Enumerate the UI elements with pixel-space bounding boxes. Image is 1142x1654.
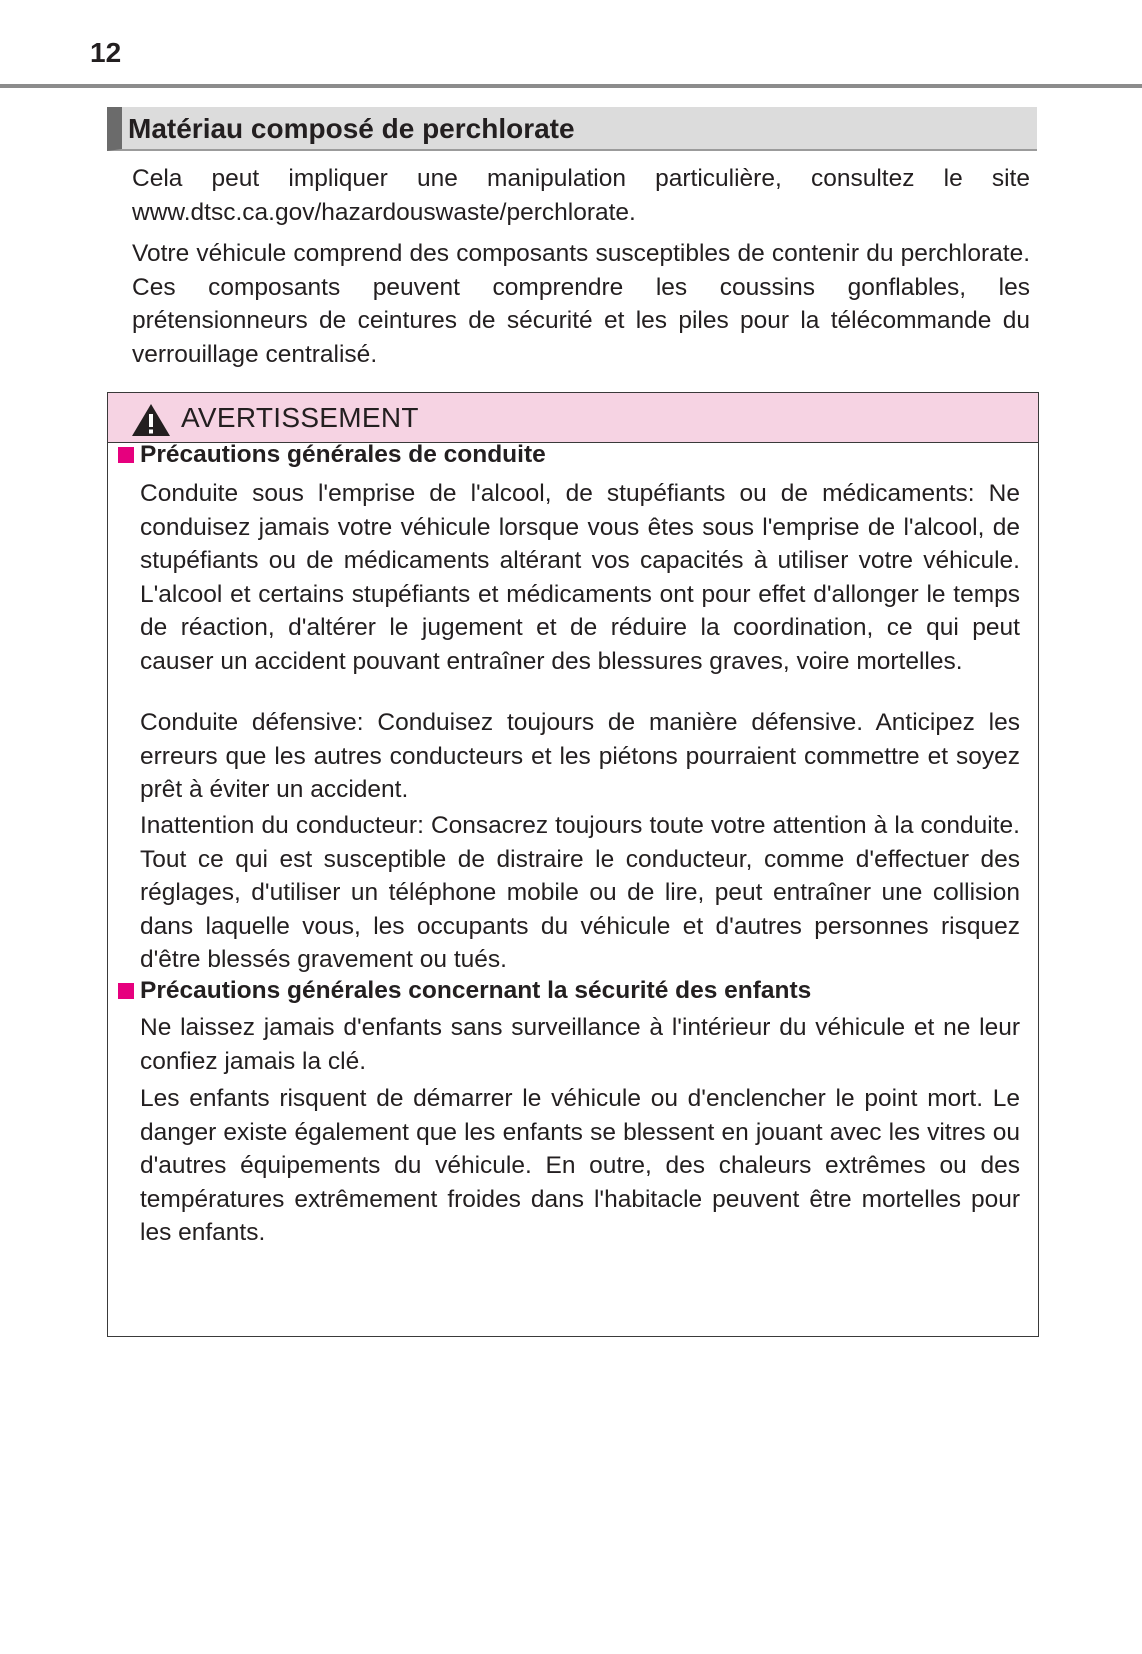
warning-subheading (118, 974, 811, 1007)
subheading-text: Précautions générales de conduite (140, 441, 546, 468)
warning-paragraph: Les enfants risquent de démarrer le véhicule ou d'enclencher le point mort. Le danger existe également que les enfants se blessent en jouant avec les vitres ou d'autres équipements du véhicule. En outre, des chaleurs extrêmes ou des températures extrêmement froides dans l'habitacle peuvent être mortelles pour les enfants. (140, 1085, 1020, 1246)
subheading-text: Précautions générales concernant la sécurité des enfants (140, 977, 812, 1004)
section-paragraph: Cela peut impliquer une manipulation particulière, consultez le site www.dtsc.ca.gov/hazardouswaste/perchlorate. (132, 165, 1030, 226)
bullet-square-icon (118, 983, 134, 999)
header-rule (0, 84, 1142, 88)
warning-paragraph: Conduite sous l'emprise de l'alcool, de stupéfiants ou de médicaments: Ne conduisez jamais votre véhicule lorsque vous êtes sous l'emprise de l'alcool, de stupéfiants ou de médicaments altérant vos capacités à utiliser votre véhicule. L'alcool et certains stupéfiants et médicaments ont pour effet d'allonger le temps de réaction, d'altérer le jugement et de réduire la coordination, ce qui peut causer un accident pouvant entraîner des blessures graves, voire mortelles. (140, 480, 1020, 675)
warning-triangle-icon (131, 403, 171, 437)
warning-title: AVERTISSEMENT (181, 402, 419, 433)
bullet-square-icon (118, 447, 134, 463)
warning-subheading (118, 438, 546, 471)
warning-paragraph: Inattention du conducteur: Consacrez toujours toute votre attention à la conduite. Tout ce qui est susceptible de distraire le conducteur, comme d'effectuer des réglages, d'utiliser un téléphone mobile ou de lire, peut entraîner une collision dans laquelle vous, les occupants du véhicule et d'autres personnes risquez d'être blessés gravement ou tués. (140, 812, 1020, 973)
warning-header (108, 393, 1038, 443)
warning-paragraph: Conduite défensive: Conduisez toujours de manière défensive. Anticipez les erreurs que les autres conducteurs et les piétons pourraient commettre et soyez prêt à éviter un accident. (140, 709, 1020, 803)
section-header (107, 107, 1037, 151)
section-paragraph: Votre véhicule comprend des composants susceptibles de contenir du perchlorate. Ces composants peuvent comprendre les coussins gonflables, les prétensionneurs de ceintures de sécurité et les piles pour la télécommande du verrouillage centralisé. (132, 240, 1030, 368)
warning-box (107, 392, 1039, 1337)
section-title: Matériau composé de perchlorate (128, 113, 575, 144)
warning-paragraph: Ne laissez jamais d'enfants sans surveillance à l'intérieur du véhicule et ne leur confiez jamais la clé. (140, 1014, 1020, 1075)
page-number: 12 (90, 37, 122, 68)
